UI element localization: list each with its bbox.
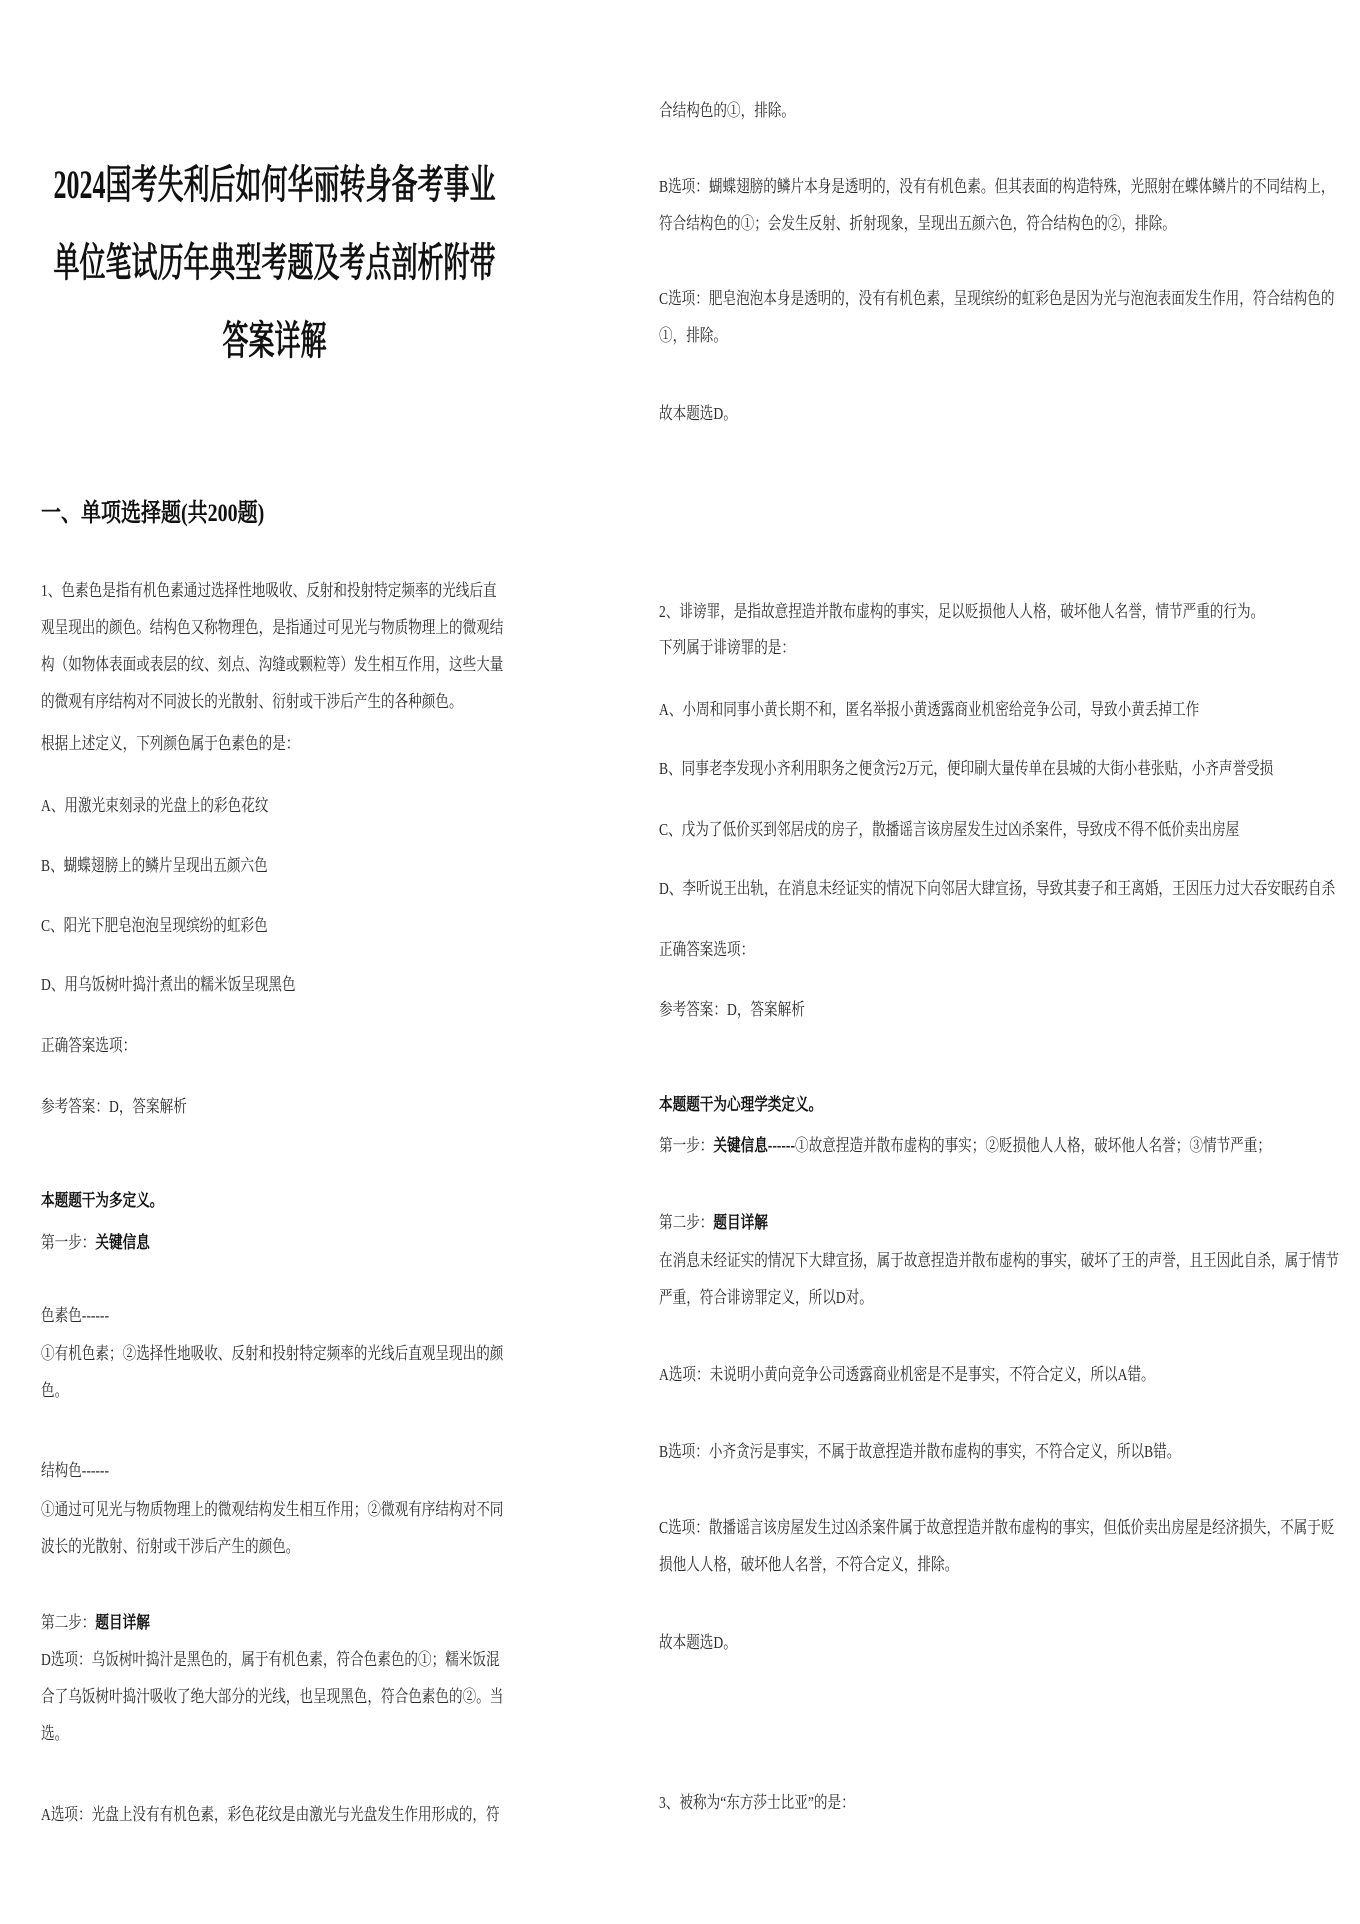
definition-term-structural: 结构色------	[41, 1461, 109, 1480]
question-1-stem: 1、色素色是指有机色素通过选择性地吸收、反射和投射特定频率的光线后直观呈现出的颜色。结构色又称物理色，是指通过可见光与物质物理上的微观结构（如物体表面或表层的纹、刻点、沟缝或颗粒等）发生相互作用，这些大量的微观有序结构对不同波长的光散射、衍射或干涉后产生的各种颜色。	[41, 581, 504, 711]
definition-points-structural: ①通过可见光与物质物理上的微观结构发生相互作用；②微观有序结构对不同波长的光散射、衍射或干涉后产生的颜色。	[41, 1500, 504, 1556]
left-column	[41, 0, 508, 1924]
question-2-option-a: A、小周和同事小黄长期不和，匿名举报小黄透露商业机密给竞争公司，导致小黄丢掉工作	[659, 700, 1200, 719]
step-1-prefix: 第一步：	[659, 1136, 714, 1155]
question-2-answer: 参考答案：D，答案解析	[659, 1000, 805, 1019]
question-1-explanation-a-part1: A选项：光盘上没有有机色素，彩色花纹是由激光与光盘发生作用形成的，符	[41, 1805, 500, 1824]
question-2-stem: 2、诽谤罪，是指故意捏造并散布虚构的事实，足以贬损他人人格，破坏他人名誉，情节严重的行为。	[659, 602, 1265, 621]
question-1-option-d: D、用乌饭树叶捣汁煮出的糯米饭呈现黑色	[41, 975, 296, 994]
step-2-key: 题目详解	[713, 1213, 768, 1232]
question-3-stem: 3、被称为“东方莎士比亚”的是：	[659, 1793, 855, 1812]
question-2-option-d: D、李听说王出轨，在消息未经证实的情况下向邻居大肆宣扬，导致其妻子和王离婚，王因压力过大吞安眠药自杀	[659, 879, 1336, 898]
question-2-conclusion: 故本题选D。	[659, 1633, 737, 1652]
question-1-correct-label: 正确答案选项：	[41, 1036, 137, 1055]
question-2-step-1	[659, 1127, 1343, 1164]
question-2-correct-label: 正确答案选项：	[659, 940, 755, 959]
definition-term-pigment: 色素色------	[41, 1306, 109, 1325]
step-1-prefix: 第一步：	[41, 1233, 96, 1252]
question-2-explanation-a: A选项：未说明小黄向竞争公司透露商业机密是不是事实，不符合定义，所以A错。	[659, 1365, 1155, 1384]
step-2-prefix: 第二步：	[41, 1613, 96, 1632]
step-2-prefix: 第二步：	[659, 1213, 714, 1232]
question-1-explanation-a-part2: 合结构色的①，排除。	[659, 101, 795, 120]
question-2-explanation-c: C选项：散播谣言该房屋发生过凶杀案件属于故意捏造并散布虚构的事实，但低价卖出房屋是经济损失，不属于贬损他人人格，破坏他人名誉，不符合定义，排除。	[659, 1518, 1335, 1574]
question-1-option-a: A、用激光束刻录的光盘上的彩色花纹	[41, 796, 269, 815]
question-2-step-2	[659, 1204, 1343, 1241]
section-heading: 一、单项选择题(共200题)	[41, 500, 265, 527]
question-1-option-b: B、蝴蝶翅膀上的鳞片呈现出五颜六色	[41, 856, 268, 875]
question-2-prompt: 下列属于诽谤罪的是：	[659, 638, 795, 657]
question-1-prompt: 根据上述定义，下列颜色属于色素色的是：	[41, 734, 300, 753]
question-1-analysis-type: 本题题干为多定义。	[41, 1191, 164, 1210]
question-2-detail: 在消息未经证实的情况下大肆宣扬，属于故意捏造并散布虚构的事实，破坏了王的声誉，且王因此自杀，属于情节严重，符合诽谤罪定义，所以D对。	[659, 1251, 1339, 1307]
question-2-option-b: B、同事老李发现小齐利用职务之便贪污2万元，便印刷大量传单在县城的大街小巷张贴，小齐声誉受损	[659, 759, 1274, 778]
question-2-analysis-type: 本题题干为心理学类定义。	[659, 1095, 823, 1114]
question-1-explanation-d: D选项：乌饭树叶捣汁是黑色的，属于有机色素，符合色素色的①；糯米饭混合了乌饭树叶捣汁吸收了绝大部分的光线，也呈现黑色，符合色素色的②。当选。	[41, 1650, 504, 1743]
question-1-conclusion: 故本题选D。	[659, 404, 737, 423]
question-1-explanation-b: B选项：蝴蝶翅膀的鳞片本身是透明的，没有有机色素。但其表面的构造特殊，光照射在蝶体鳞片的不同结构上，符合结构色的①；会发生反射、折射现象，呈现出五颜六色，符合结构色的②，排除。	[659, 177, 1335, 233]
document-title: 2024国考失利后如何华丽转身备考事业单位笔试历年典型考题及考点剖析附带答案详解	[53, 162, 496, 363]
question-1-step-1	[41, 1224, 508, 1261]
step-1-key: 关键信息------	[713, 1136, 795, 1155]
step-1-points: ①故意捏造并散布虚构的事实；②贬损他人人格，破坏他人名誉；③情节严重；	[794, 1136, 1271, 1155]
question-2-explanation-b: B选项：小齐贪污是事实，不属于故意捏造并散布虚构的事实，不符合定义，所以B错。	[659, 1442, 1181, 1461]
question-1-option-c: C、阳光下肥皂泡泡呈现缤纷的虹彩色	[41, 916, 268, 935]
step-1-key: 关键信息	[95, 1233, 150, 1252]
question-1-explanation-c: C选项：肥皂泡泡本身是透明的，没有有机色素，呈现缤纷的虹彩色是因为光与泡泡表面发生作用，符合结构色的①，排除。	[659, 289, 1335, 345]
step-2-key: 题目详解	[95, 1613, 150, 1632]
right-column	[659, 0, 1343, 1924]
question-1-answer: 参考答案：D，答案解析	[41, 1097, 187, 1116]
definition-points-pigment: ①有机色素；②选择性地吸收、反射和投射特定频率的光线后直观呈现出的颜色。	[41, 1344, 504, 1400]
question-1-step-2	[41, 1604, 508, 1641]
question-2-option-c: C、戊为了低价买到邻居戌的房子，散播谣言该房屋发生过凶杀案件，导致戌不得不低价卖出房屋	[659, 820, 1240, 839]
